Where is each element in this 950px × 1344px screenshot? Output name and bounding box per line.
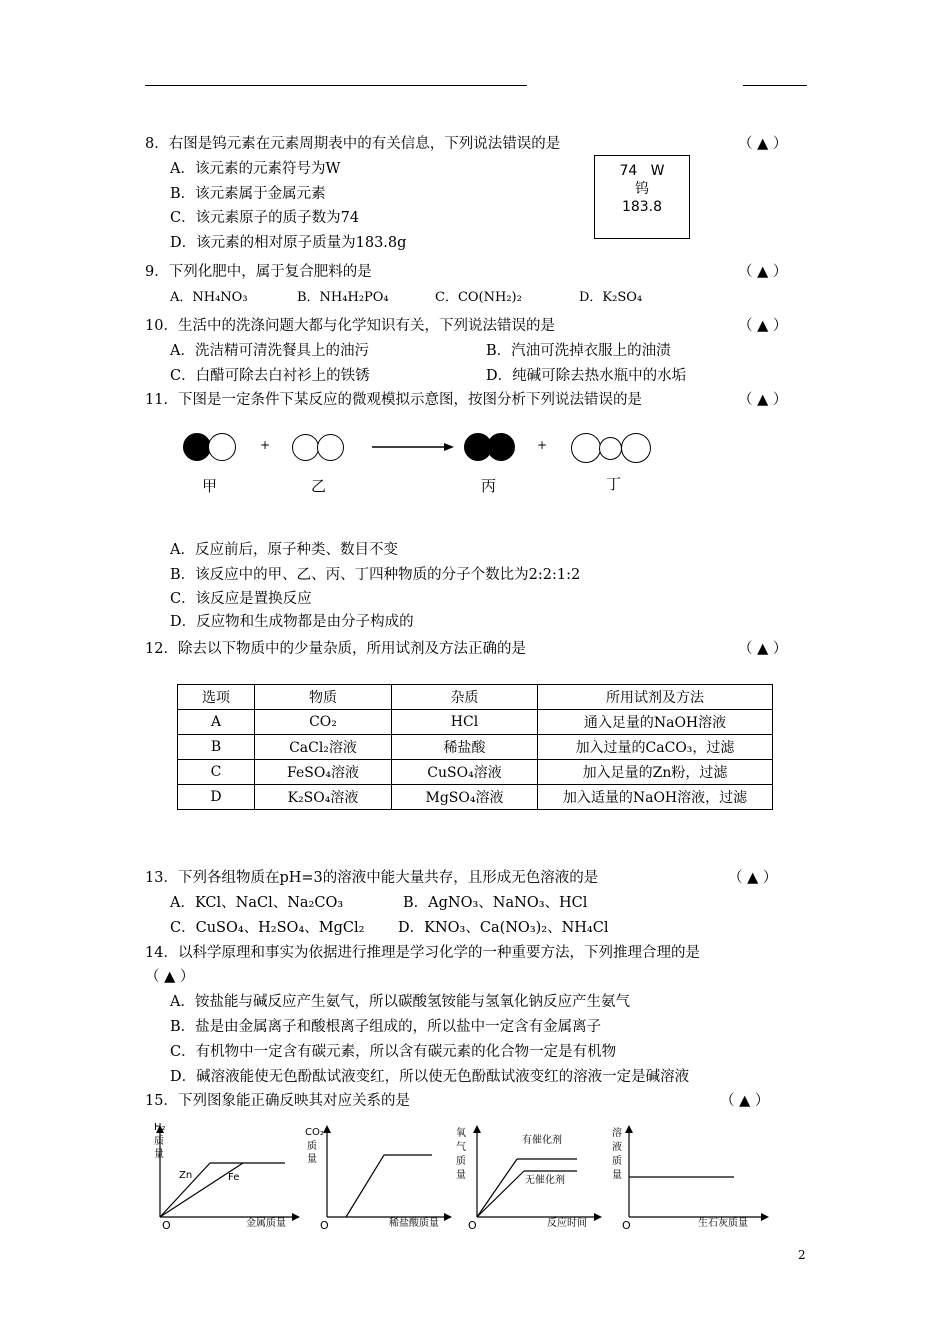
q14-option-d: D．碱溶液能使无色酚酞试液变红，所以使无色酚酞试液变红的溶液一定是碱溶液 — [170, 1069, 690, 1085]
label-yi: 乙 — [311, 477, 327, 495]
graph-b-origin: O — [320, 1219, 329, 1232]
q8-stem: 8．右图是钨元素在元素周期表中的有关信息，下列说法错误的是 — [145, 136, 561, 152]
header-line-right — [743, 85, 807, 86]
graph-a-y-label-1: H₂ — [154, 1122, 166, 1133]
q13-answer-blank: （ ▲ ） — [728, 870, 778, 886]
table-cell: FeSO₄溶液 — [255, 760, 392, 785]
graph-a-origin: O — [162, 1219, 171, 1232]
q10-option-c: C．白醋可除去白衬衫上的铁锈 — [170, 368, 370, 384]
table-cell: 加入适量的NaOH溶液，过滤 — [538, 785, 773, 810]
q13-option-d: D．KNO₃、Ca(NO₃)₂、NH₄Cl — [398, 920, 609, 936]
molecule-a-light-atom — [208, 433, 236, 461]
molecule-d-atom-3 — [621, 433, 651, 463]
q14-option-a: A．铵盐能与碱反应产生氨气，所以碳酸氢铵能与氢氧化钠反应产生氨气 — [170, 994, 630, 1010]
table-header-row — [178, 685, 773, 710]
table-header-cell: 物质 — [255, 685, 392, 710]
q8-option-b: B．该元素属于金属元素 — [170, 186, 326, 202]
table-cell: CaCl₂溶液 — [255, 735, 392, 760]
q11-option-a: A．反应前后，原子种类、数目不变 — [170, 542, 398, 558]
graph-c-y-label-3: 质 — [456, 1156, 466, 1167]
table-row — [178, 785, 773, 810]
molecule-b-atom-1 — [292, 434, 319, 461]
q10-option-d: D．纯碱可除去热水瓶中的水垢 — [486, 368, 687, 384]
q10-stem: 10．生活中的洗涤问题大都与化学知识有关，下列说法错误的是 — [145, 318, 555, 334]
graph-c-y-label-1: 氧 — [456, 1128, 466, 1139]
q14-answer-blank: （ ▲ ） — [145, 969, 195, 985]
element-name: 钨 — [635, 181, 649, 197]
header-line-left — [145, 85, 527, 86]
graph-d-y-label-3: 质 — [612, 1156, 622, 1167]
label-jia: 甲 — [202, 477, 218, 495]
q11-option-b: B．该反应中的甲、乙、丙、丁四种物质的分子个数比为2:2:1:2 — [170, 567, 581, 583]
table-row — [178, 710, 773, 735]
q10-option-a: A．洗洁精可清洗餐具上的油污 — [170, 343, 369, 359]
graph-b-plot — [322, 1125, 452, 1225]
molecule-d-atom-2 — [599, 437, 622, 460]
element-symbol: W — [650, 163, 665, 179]
table-header-cell: 所用试剂及方法 — [538, 685, 773, 710]
graph-b-x-label: 稀盐酸质量 — [389, 1218, 439, 1229]
table-cell: B — [178, 735, 255, 760]
q8-option-a: A．该元素的元素符号为W — [170, 161, 341, 177]
q11-option-d: D．反应物和生成物都是由分子构成的 — [170, 614, 414, 630]
q9-option-c: C．CO(NH₂)₂ — [435, 290, 522, 305]
plus-sign-2: + — [537, 438, 548, 452]
q11-answer-blank: （ ▲ ） — [738, 392, 788, 408]
q11-option-c: C．该反应是置换反应 — [170, 591, 312, 607]
q13-option-a: A．KCl、NaCl、Na₂CO₃ — [170, 895, 344, 911]
table-cell: 稀盐酸 — [392, 735, 538, 760]
graph-c-origin: O — [468, 1219, 477, 1232]
q8-option-c: C．该元素原子的质子数为74 — [170, 210, 360, 226]
graph-c-y-label-2: 气 — [456, 1142, 466, 1153]
reaction-arrow-icon — [372, 440, 454, 454]
table-cell: CO₂ — [255, 710, 392, 735]
table-cell: HCl — [392, 710, 538, 735]
q14-option-c: C．有机物中一定含有碳元素，所以含有碳元素的化合物一定是有机物 — [170, 1044, 617, 1060]
q13-option-b: B．AgNO₃、NaNO₃、HCl — [403, 895, 588, 911]
label-ding: 丁 — [606, 475, 622, 493]
graph-c-y-label-4: 量 — [456, 1170, 466, 1181]
graph-a-y-label-3: 量 — [154, 1149, 164, 1160]
table-header-cell: 杂质 — [392, 685, 538, 710]
graph-d-y-label-1: 溶 — [612, 1128, 622, 1139]
tungsten-element-box — [594, 155, 690, 239]
q11-stem: 11．下图是一定条件下某反应的微观模拟示意图，按图分析下列说法错误的是 — [145, 392, 642, 408]
q14-stem: 14．以科学原理和事实为依据进行推理是学习化学的一种重要方法，下列推理合理的是 — [145, 945, 700, 961]
plus-sign-1: + — [260, 438, 271, 452]
q9-option-a: A．NH₄NO₃ — [170, 290, 248, 305]
graph-b-y-label-3: 量 — [307, 1154, 317, 1165]
table-cell: K₂SO₄溶液 — [255, 785, 392, 810]
table-header-cell: 选项 — [178, 685, 255, 710]
q8-answer-blank: （ ▲ ） — [738, 136, 788, 152]
table-cell: A — [178, 710, 255, 735]
graph-b-y-label-1: CO₂ — [305, 1127, 324, 1138]
q9-option-b: B．NH₄H₂PO₄ — [297, 290, 389, 305]
graph-a-x-label: 金属质量 — [246, 1218, 286, 1229]
table-cell: 加入过量的CaCO₃，过滤 — [538, 735, 773, 760]
element-mass: 183.8 — [621, 199, 663, 215]
graph-d-x-label: 生石灰质量 — [698, 1218, 748, 1229]
graph-d-plot — [624, 1125, 769, 1225]
molecule-c-dark-atom-2 — [487, 433, 515, 461]
impurity-table — [177, 684, 773, 810]
graph-b-y-label-2: 质 — [307, 1141, 317, 1152]
graph-d-y-label-4: 量 — [612, 1170, 622, 1181]
q10-answer-blank: （ ▲ ） — [738, 318, 788, 334]
element-number: 74 — [619, 163, 638, 179]
graph-a-series-zn: Zn — [179, 1170, 193, 1181]
q15-answer-blank: （ ▲ ） — [720, 1093, 770, 1109]
q14-option-b: B．盐是由金属离子和酸根离子组成的，所以盐中一定含有金属离子 — [170, 1019, 602, 1035]
graph-c-series-catalyst: 有催化剂 — [522, 1135, 562, 1146]
table-cell: C — [178, 760, 255, 785]
q9-stem: 9．下列化肥中，属于复合肥料的是 — [145, 264, 372, 280]
q15-stem: 15．下列图象能正确反映其对应关系的是 — [145, 1093, 410, 1109]
q9-answer-blank: （ ▲ ） — [738, 264, 788, 280]
table-row — [178, 760, 773, 785]
q12-stem: 12．除去以下物质中的少量杂质，所用试剂及方法正确的是 — [145, 641, 526, 657]
molecule-d-atom-1 — [571, 433, 601, 463]
table-cell: 通入足量的NaOH溶液 — [538, 710, 773, 735]
graph-c-series-no-catalyst: 无催化剂 — [525, 1175, 565, 1186]
q12-answer-blank: （ ▲ ） — [738, 641, 788, 657]
page-number: 2 — [798, 1248, 806, 1262]
q9-option-d: D．K₂SO₄ — [579, 290, 643, 305]
q13-stem: 13．下列各组物质在pH=3的溶液中能大量共存，且形成无色溶液的是 — [145, 870, 599, 886]
table-cell: D — [178, 785, 255, 810]
table-cell: 加入足量的Zn粉，过滤 — [538, 760, 773, 785]
graph-d-y-label-2: 液 — [612, 1142, 622, 1153]
molecule-b-atom-2 — [317, 434, 344, 461]
q13-option-c: C．CuSO₄、H₂SO₄、MgCl₂ — [170, 920, 365, 936]
graph-d-origin: O — [622, 1219, 631, 1232]
q8-option-d: D．该元素的相对原子质量为183.8g — [170, 235, 407, 251]
label-bing: 丙 — [481, 477, 497, 495]
q10-option-b: B．汽油可洗掉衣服上的油渍 — [486, 343, 671, 359]
table-cell: MgSO₄溶液 — [392, 785, 538, 810]
table-cell: CuSO₄溶液 — [392, 760, 538, 785]
graph-c-x-label: 反应时间 — [547, 1218, 587, 1229]
molecule-a-dark-atom — [183, 433, 211, 461]
graph-a-y-label-2: 质 — [154, 1136, 164, 1147]
table-row — [178, 735, 773, 760]
graph-a-series-fe: Fe — [228, 1172, 240, 1183]
